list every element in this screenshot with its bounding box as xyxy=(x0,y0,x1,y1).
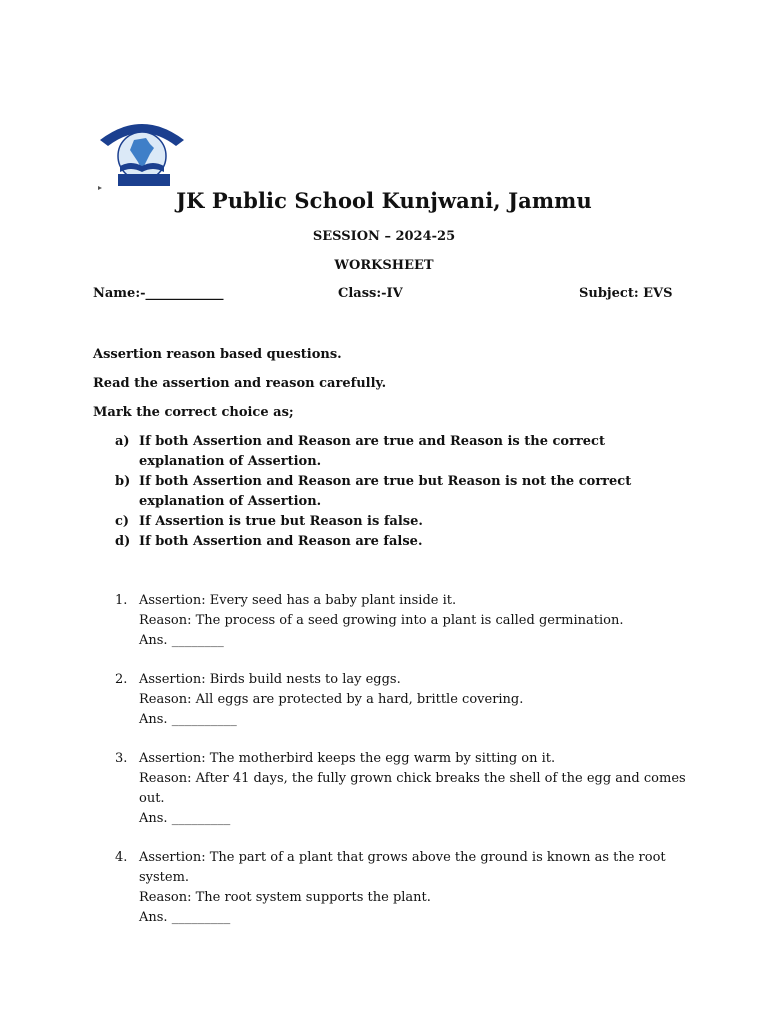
reason-text: Reason: All eggs are protected by a hard, brittle covering. xyxy=(139,692,524,707)
choice-text: If both Assertion and Reason are false. xyxy=(139,534,423,549)
subject-field: Subject: EVS xyxy=(579,286,673,301)
assertion-text: Assertion: Birds build nests to lay eggs. xyxy=(139,672,401,687)
question-number: 1. xyxy=(115,593,128,608)
choice-label: b) xyxy=(115,474,131,489)
assertion-text: Assertion: The motherbird keeps the egg warm by sitting on it. xyxy=(139,751,556,766)
reason-text: Reason: The root system supports the plant. xyxy=(139,890,431,905)
choice-list xyxy=(93,432,693,552)
choice-text: If both Assertion and Reason are true but Reason is not the correct explanation of Assertion. xyxy=(139,474,632,509)
question-item xyxy=(93,670,693,730)
session-label: SESSION – 2024-25 xyxy=(312,229,456,244)
choice-item xyxy=(93,532,693,552)
choice-item xyxy=(93,512,693,532)
instruction-line-1: Assertion reason based questions. xyxy=(93,347,342,362)
answer-blank[interactable]: Ans. _________ xyxy=(139,910,231,925)
choice-text: If both Assertion and Reason are true and Reason is the correct explanation of Assertion. xyxy=(139,434,605,469)
choice-item xyxy=(93,472,693,512)
choice-label: c) xyxy=(115,514,130,529)
question-item xyxy=(93,591,693,651)
assertion-text: Assertion: The part of a plant that grows above the ground is known as the root system. xyxy=(139,850,666,885)
question-list xyxy=(93,591,693,947)
school-logo-icon xyxy=(94,114,190,190)
reason-text: Reason: After 41 days, the fully grown chick breaks the shell of the egg and comes out. xyxy=(139,771,686,806)
class-field: Class:-IV xyxy=(338,286,403,301)
answer-blank[interactable]: Ans. ________ xyxy=(139,633,224,648)
question-item xyxy=(93,749,693,829)
choice-item xyxy=(93,432,693,472)
name-field: Name:-____________ xyxy=(93,286,224,301)
assertion-text: Assertion: Every seed has a baby plant inside it. xyxy=(139,593,457,608)
choice-label: a) xyxy=(115,434,130,449)
choice-text: If Assertion is true but Reason is false. xyxy=(139,514,423,529)
question-number: 3. xyxy=(115,751,128,766)
answer-blank[interactable]: Ans. __________ xyxy=(139,712,237,727)
answer-blank[interactable]: Ans. _________ xyxy=(139,811,231,826)
choice-label: d) xyxy=(115,534,131,549)
question-number: 2. xyxy=(115,672,128,687)
instruction-line-2: Read the assertion and reason carefully. xyxy=(93,376,387,391)
school-title: JK Public School Kunjwani, Jammu xyxy=(176,188,592,213)
question-number: 4. xyxy=(115,850,128,865)
reason-text: Reason: The process of a seed growing into a plant is called germination. xyxy=(139,613,624,628)
question-item xyxy=(93,848,693,928)
instruction-line-3: Mark the correct choice as; xyxy=(93,405,294,420)
worksheet-label: WORKSHEET xyxy=(334,258,434,273)
